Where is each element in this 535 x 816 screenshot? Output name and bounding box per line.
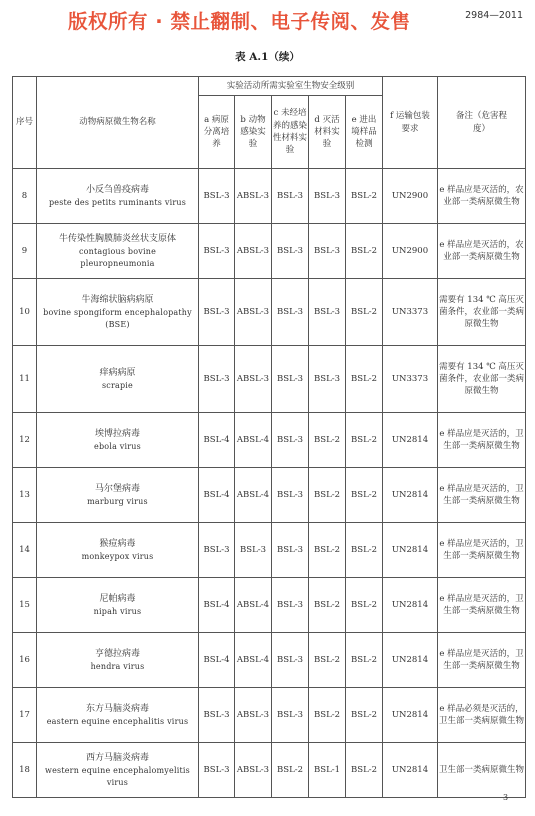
level-inactivated-material: BSL-2 xyxy=(309,523,346,578)
level-entry-exit-sample: BSL-2 xyxy=(346,413,383,468)
header-uncultured-material: c 未经培养的感染性材料实验 xyxy=(272,96,309,169)
header-entry-exit-sample: e 进出境样品检测 xyxy=(346,96,383,169)
level-inactivated-material: BSL-2 xyxy=(309,578,346,633)
table-row xyxy=(13,279,526,346)
transport-packaging: UN3373 xyxy=(383,279,438,346)
table-row xyxy=(13,633,526,688)
level-animal-infection: ABSL-3 xyxy=(235,279,272,346)
level-entry-exit-sample: BSL-2 xyxy=(346,346,383,413)
table-row xyxy=(13,743,526,798)
level-inactivated-material: BSL-3 xyxy=(309,169,346,224)
level-inactivated-material: BSL-2 xyxy=(309,413,346,468)
level-entry-exit-sample: BSL-2 xyxy=(346,743,383,798)
remarks: e 样品应是灭活的，农业部一类病原微生物 xyxy=(438,224,526,279)
pathogen-name-cn: 亨德拉病毒 xyxy=(94,648,140,659)
level-animal-infection: ABSL-3 xyxy=(235,169,272,224)
pathogen-name xyxy=(37,578,199,633)
table-title: 表 A.1（续） xyxy=(235,51,300,63)
table-row xyxy=(13,346,526,413)
level-inactivated-material: BSL-3 xyxy=(309,224,346,279)
remarks: 需要有 134 ℃ 高压灭菌条件，农业部一类病原微生物 xyxy=(438,279,526,346)
remarks: 需要有 134 ℃ 高压灭菌条件，农业部一类病原微生物 xyxy=(438,346,526,413)
pathogen-name-en: hendra virus xyxy=(90,661,145,671)
row-number: 17 xyxy=(13,688,37,743)
biosafety-table xyxy=(12,76,526,798)
level-animal-infection: ABSL-4 xyxy=(235,413,272,468)
level-entry-exit-sample: BSL-2 xyxy=(346,578,383,633)
level-uncultured-material: BSL-3 xyxy=(272,413,309,468)
standard-code: 2984—2011 xyxy=(465,10,523,21)
level-isolation-culture: BSL-4 xyxy=(199,468,235,523)
table-row xyxy=(13,468,526,523)
pathogen-name-en: eastern equine encephalitis virus xyxy=(46,716,189,726)
pathogen-name-cn: 痒病病原 xyxy=(99,367,136,378)
remarks: e 样品应是灭活的，农业部一类病原微生物 xyxy=(438,169,526,224)
level-uncultured-material: BSL-3 xyxy=(272,169,309,224)
level-isolation-culture: BSL-3 xyxy=(199,279,235,346)
level-isolation-culture: BSL-3 xyxy=(199,346,235,413)
remarks: e 样品应是灭活的，卫生部一类病原微生物 xyxy=(438,413,526,468)
transport-packaging: UN2814 xyxy=(383,743,438,798)
header-seq: 序号 xyxy=(13,77,37,169)
transport-packaging: UN2814 xyxy=(383,523,438,578)
row-number: 13 xyxy=(13,468,37,523)
copyright-watermark: 版权所有 · 禁止翻制、电子传阅、发售 xyxy=(68,10,411,33)
pathogen-name xyxy=(37,523,199,578)
level-animal-infection: ABSL-4 xyxy=(235,633,272,688)
header-animal-infection: b 动物感染实验 xyxy=(235,96,272,169)
level-isolation-culture: BSL-3 xyxy=(199,688,235,743)
level-animal-infection: ABSL-3 xyxy=(235,743,272,798)
level-inactivated-material: BSL-2 xyxy=(309,468,346,523)
pathogen-name-en: contagious bovine pleuropneumonia xyxy=(78,246,157,268)
table-row xyxy=(13,523,526,578)
pathogen-name-en: western equine encephalomyelitis virus xyxy=(45,765,190,787)
level-uncultured-material: BSL-3 xyxy=(272,346,309,413)
transport-packaging: UN2814 xyxy=(383,688,438,743)
level-isolation-culture: BSL-4 xyxy=(199,578,235,633)
level-animal-infection: ABSL-4 xyxy=(235,468,272,523)
level-entry-exit-sample: BSL-2 xyxy=(346,468,383,523)
header-remarks: 备注（危害程度） xyxy=(438,77,526,169)
level-entry-exit-sample: BSL-2 xyxy=(346,169,383,224)
level-isolation-culture: BSL-3 xyxy=(199,743,235,798)
level-inactivated-material: BSL-3 xyxy=(309,346,346,413)
row-number: 10 xyxy=(13,279,37,346)
level-isolation-culture: BSL-3 xyxy=(199,523,235,578)
level-inactivated-material: BSL-1 xyxy=(309,743,346,798)
header-isolation-culture: a 病原分离培养 xyxy=(199,96,235,169)
pathogen-name-en: ebola virus xyxy=(94,441,141,451)
row-number: 11 xyxy=(13,346,37,413)
level-isolation-culture: BSL-4 xyxy=(199,633,235,688)
pathogen-name xyxy=(37,413,199,468)
pathogen-name-cn: 马尔堡病毒 xyxy=(94,483,140,494)
level-uncultured-material: BSL-3 xyxy=(272,279,309,346)
pathogen-name xyxy=(37,743,199,798)
transport-packaging: UN2814 xyxy=(383,578,438,633)
pathogen-name xyxy=(37,169,199,224)
level-animal-infection: ABSL-3 xyxy=(235,688,272,743)
level-uncultured-material: BSL-3 xyxy=(272,633,309,688)
remarks: e 样品应是灭活的，卫生部一类病原微生物 xyxy=(438,633,526,688)
pathogen-name-cn: 牛传染性胸膜肺炎丝状支原体 xyxy=(58,233,176,244)
pathogen-name-en: peste des petits ruminants virus xyxy=(48,197,187,207)
pathogen-name xyxy=(37,279,199,346)
pathogen-name-cn: 牛海绵状脑病病原 xyxy=(81,294,154,305)
level-isolation-culture: BSL-3 xyxy=(199,169,235,224)
row-number: 12 xyxy=(13,413,37,468)
page-number: 3 xyxy=(503,793,509,802)
level-uncultured-material: BSL-3 xyxy=(272,468,309,523)
level-isolation-culture: BSL-3 xyxy=(199,224,235,279)
pathogen-name-cn: 西方马脑炎病毒 xyxy=(85,752,149,763)
pathogen-name xyxy=(37,346,199,413)
level-entry-exit-sample: BSL-2 xyxy=(346,279,383,346)
row-number: 15 xyxy=(13,578,37,633)
transport-packaging: UN2900 xyxy=(383,224,438,279)
level-uncultured-material: BSL-3 xyxy=(272,224,309,279)
transport-packaging: UN2900 xyxy=(383,169,438,224)
pathogen-name xyxy=(37,468,199,523)
table-row xyxy=(13,578,526,633)
transport-packaging: UN2814 xyxy=(383,468,438,523)
level-uncultured-material: BSL-3 xyxy=(272,688,309,743)
level-uncultured-material: BSL-3 xyxy=(272,523,309,578)
table-row xyxy=(13,413,526,468)
header-inactivated-material: d 灭活材料实验 xyxy=(309,96,346,169)
pathogen-name xyxy=(37,633,199,688)
pathogen-name-en: scrapie xyxy=(102,380,133,390)
table-row xyxy=(13,224,526,279)
level-uncultured-material: BSL-3 xyxy=(272,578,309,633)
level-entry-exit-sample: BSL-2 xyxy=(346,633,383,688)
pathogen-name xyxy=(37,224,199,279)
level-inactivated-material: BSL-2 xyxy=(309,688,346,743)
level-entry-exit-sample: BSL-2 xyxy=(346,523,383,578)
pathogen-name-cn: 尼帕病毒 xyxy=(99,593,136,604)
pathogen-name-cn: 猴痘病毒 xyxy=(99,538,136,549)
header-transport-packaging: f 运输包装要求 xyxy=(383,77,438,169)
transport-packaging: UN3373 xyxy=(383,346,438,413)
table-row xyxy=(13,688,526,743)
header-biosafety-level: 实验活动所需实验室生物安全级别 xyxy=(199,77,383,96)
remarks: e 样品应是灭活的，卫生部一类病原微生物 xyxy=(438,523,526,578)
pathogen-name-en: monkeypox virus xyxy=(81,551,154,561)
pathogen-name-cn: 小反刍兽疫病毒 xyxy=(85,184,149,195)
row-number: 14 xyxy=(13,523,37,578)
level-animal-infection: BSL-3 xyxy=(235,523,272,578)
remarks: e 样品必须是灭活的，卫生部一类病原微生物 xyxy=(438,688,526,743)
row-number: 9 xyxy=(13,224,37,279)
level-inactivated-material: BSL-2 xyxy=(309,633,346,688)
pathogen-name-en: nipah virus xyxy=(93,606,142,616)
row-number: 8 xyxy=(13,169,37,224)
remarks: e 样品应是灭活的，卫生部一类病原微生物 xyxy=(438,578,526,633)
transport-packaging: UN2814 xyxy=(383,633,438,688)
remarks: e 样品应是灭活的，卫生部一类病原微生物 xyxy=(438,468,526,523)
level-inactivated-material: BSL-3 xyxy=(309,279,346,346)
pathogen-name-en: bovine spongiform encephalopathy (BSE) xyxy=(43,307,192,329)
row-number: 18 xyxy=(13,743,37,798)
level-entry-exit-sample: BSL-2 xyxy=(346,688,383,743)
pathogen-name-cn: 埃博拉病毒 xyxy=(94,428,140,439)
level-animal-infection: ABSL-4 xyxy=(235,578,272,633)
level-entry-exit-sample: BSL-2 xyxy=(346,224,383,279)
level-uncultured-material: BSL-2 xyxy=(272,743,309,798)
level-animal-infection: ABSL-3 xyxy=(235,224,272,279)
pathogen-name xyxy=(37,688,199,743)
table-row xyxy=(13,169,526,224)
level-animal-infection: ABSL-3 xyxy=(235,346,272,413)
remarks: 卫生部一类病原微生物 xyxy=(438,743,526,798)
header-name: 动物病原微生物名称 xyxy=(37,77,199,169)
pathogen-name-cn: 东方马脑炎病毒 xyxy=(85,703,149,714)
pathogen-name-en: marburg virus xyxy=(87,496,148,506)
level-isolation-culture: BSL-4 xyxy=(199,413,235,468)
row-number: 16 xyxy=(13,633,37,688)
transport-packaging: UN2814 xyxy=(383,413,438,468)
